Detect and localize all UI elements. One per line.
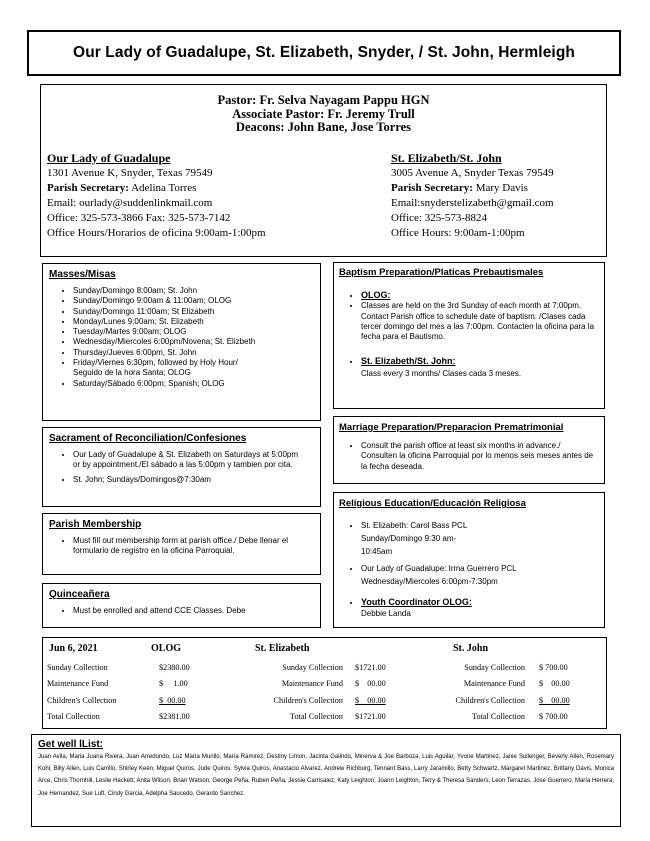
olog-collection-heading: OLOG bbox=[151, 643, 182, 654]
youth-coordinator-name: Debbie Landa bbox=[361, 609, 411, 618]
ste-collection-table bbox=[227, 659, 386, 725]
table-row: Total Collection $2381.00 bbox=[47, 712, 190, 722]
ste-office-hours: Office Hours: 9:00am-1:00pm bbox=[391, 227, 525, 239]
olog-email: Email: ourlady@suddenlinkmail.com bbox=[47, 197, 213, 209]
olog-office-hours: Office Hours/Horarios de oficina 9:00am-1:00pm bbox=[47, 227, 266, 239]
quinceanera-list bbox=[49, 606, 314, 616]
membership-box bbox=[42, 513, 321, 575]
collection-date: Jun 6, 2021 bbox=[49, 643, 98, 654]
membership-item: • Must fill out membership form at parish office./ Debe llenar el formulario de registro en la oficina Parroquial. bbox=[73, 536, 304, 557]
ste-parish-info bbox=[391, 151, 554, 241]
table-row: Children's Collection $ 00.00 bbox=[273, 695, 386, 705]
reconciliation-list bbox=[49, 450, 314, 485]
table-row: Total Collection $ 700.00 bbox=[472, 712, 568, 722]
baptism-box bbox=[333, 262, 605, 409]
baptism-olog-list bbox=[339, 290, 599, 368]
marriage-item: • Consult the parish office at least six months in advance./ Consulten la oficina Parroquial por lo menos seis meses antes de la fecha deseada. bbox=[361, 441, 595, 472]
ste-secretary: Parish Secretary: Mary Davis bbox=[391, 182, 528, 194]
collections-box bbox=[42, 637, 607, 729]
olog-address: 1301 Avenue K, Snyder, Texas 79549 bbox=[47, 167, 213, 179]
ste-collection-heading: St. Elizabeth bbox=[255, 643, 310, 654]
quinceanera-item: • Must be enrolled and attend CCE Classes. Debe bbox=[73, 606, 314, 616]
olog-parish-name: Our Lady of Guadalupe bbox=[47, 151, 171, 165]
get-well-title: Get well lList: bbox=[38, 739, 104, 750]
associate-pastor-line: Associate Pastor: Fr. Jeremy Trull bbox=[232, 106, 415, 121]
table-row: Total Collection $1721.00 bbox=[290, 712, 386, 722]
table-row: Children's Collection $ 00.00 bbox=[47, 695, 186, 705]
reconciliation-box bbox=[42, 427, 321, 507]
youth-coordinator-heading: • Youth Coordinator OLOG: bbox=[361, 596, 599, 609]
mass-item: • Wednesday/Miercoles 6:00pm/Novena; St. Elizbeth bbox=[73, 337, 314, 347]
membership-list bbox=[49, 536, 314, 557]
deacons-line: Deacons: John Bane, Jose Torres bbox=[235, 120, 412, 134]
mass-item: • Monday/Lunes 9:00am; St. Elizabeth bbox=[73, 317, 314, 327]
reconciliation-item: • St. John; Sundays/Domingos@7:30am bbox=[73, 475, 300, 485]
religious-ed-title: Religious Education/Educación Religiosa bbox=[339, 498, 526, 509]
stj-collection-heading: St. John bbox=[453, 643, 489, 654]
olog-office-phone: Office: 325-573-3866 Fax: 325-573-7142 bbox=[47, 212, 231, 224]
quinceanera-box bbox=[42, 583, 321, 628]
clergy-list bbox=[41, 94, 606, 135]
baptism-olog-text: • Classes are held on the 3rd Sunday of each month at 7:00pm. Contact Parish office to schedule date of baptism. /Clases cada tercer domingo del mes a las 7:00pm. Contacten la oficina para la fecha para el Bautismo. bbox=[361, 301, 595, 342]
ste-email: Email:snyderstelizabeth@gmail.com bbox=[391, 197, 554, 209]
mass-item: • Sunday/Domingo 9:00am & 11:00am; OLOG bbox=[73, 296, 314, 306]
table-row: Sunday Collection $1721.00 bbox=[282, 662, 386, 672]
mass-item: • Saturday/Sábado 6:00pm; Spanish; OLOG bbox=[73, 379, 314, 389]
get-well-box bbox=[31, 734, 621, 827]
mass-item: • Sunday/Domingo 8:00am; St. John bbox=[73, 286, 314, 296]
table-row: Maintenance Fund $ 1.00 bbox=[47, 679, 188, 689]
get-well-names: Juan Avila, Maria Juana Rivera, Juan Arredondo, Luz María Murillo, María Ramirez, Destiny Limon, Jacinta Galindo, Minerva & Joe Barboza, Luis Aguilar, Yvone Martinez, Janie Sullenger, Beverly Allen, Rosemary Kohl, Billy Allen, Luis Carrillo, Shirley Keen, Miguel Quiros, Jude Quiros. Sylvia Quiros, Anastacio Alvarez, Andrew Richburg, Tennant Bass, Larry Jaramillo, Betty Schwartz, Margaret Martinez, Brittany Davis, Monica Arce, Chris Thornhill, Leslie Hackett, Anita Wilson, Brian Watson, George Peña, Ruben Peña, Jessie Carrisalez, Katy Leighton, Joann Leighton, Terry & Theresa Sanders, Leon Terrazas, Jose Guerrero, María Herrera, Joe Hernandez, Sue Luft, Cindy Garcia, Adelpha Saucedo, Gerardo Sanchez. bbox=[38, 754, 614, 797]
reconciliation-title: Sacrament of Reconciliation/Confesiones bbox=[49, 433, 247, 444]
stj-collection-table bbox=[421, 659, 570, 725]
parish-info-box bbox=[40, 84, 607, 257]
mass-item: • Friday/Viernes 6:30pm, followed by Holy Hour/ Seguido de la hora Santa; OLOG bbox=[73, 358, 314, 379]
masses-title: Masses/Misas bbox=[49, 269, 116, 280]
baptism-ste-heading: • St. Elizabeth/St. John: bbox=[361, 356, 595, 367]
olog-parish-info bbox=[47, 151, 266, 241]
table-row: Sunday Collection $2380.00 bbox=[47, 662, 190, 672]
marriage-title: Marriage Preparation/Preparacion Prematrimonial bbox=[339, 422, 564, 433]
table-row: Maintenance Fund $ 00.00 bbox=[463, 679, 570, 689]
baptism-ste-text: Class every 3 months/ Clases cada 3 meses. bbox=[361, 368, 522, 378]
masses-box bbox=[42, 263, 321, 421]
masses-list bbox=[49, 286, 314, 389]
mass-item: • Sunday/Domingo 11:00am; St Elizabeth bbox=[73, 307, 314, 317]
religious-ed-item: • St. Elizabeth: Carol Bass PCL Sunday/Domingo 9:30 am-10:45am bbox=[361, 519, 599, 558]
table-row: Sunday Collection $ 700.00 bbox=[464, 662, 568, 672]
table-row: Maintenance Fund $ 00.00 bbox=[281, 679, 386, 689]
olog-collection-table bbox=[47, 659, 190, 725]
religious-ed-list bbox=[339, 519, 599, 609]
olog-secretary: Parish Secretary: Adelina Torres bbox=[47, 182, 197, 194]
marriage-box bbox=[333, 416, 605, 484]
quinceanera-title: Quinceañera bbox=[49, 589, 110, 600]
baptism-olog-heading: • OLOG: bbox=[361, 290, 595, 301]
ste-office-phone: Office: 325-573-8824 bbox=[391, 212, 488, 224]
bulletin-title-box bbox=[27, 30, 621, 76]
reconciliation-item: • Our Lady of Guadalupe & St. Elizabeth on Saturdays at 5:00pm or by appointment./El sábado a las 5:00pm y tambien por cita. bbox=[73, 450, 300, 471]
ste-parish-name: St. Elizabeth/St. John bbox=[391, 151, 502, 165]
mass-item: • Thursday/Jueves 6:00pm, St. John bbox=[73, 348, 314, 358]
marriage-list bbox=[339, 441, 599, 472]
pastor-line: Pastor: Fr. Selva Nayagam Pappu HGN bbox=[217, 93, 430, 107]
membership-title: Parish Membership bbox=[49, 519, 142, 530]
mass-item: • Tuesday/Martes 9:00am; OLOG bbox=[73, 327, 314, 337]
religious-ed-box bbox=[333, 492, 605, 628]
baptism-title: Baptism Preparation/Platicas Prebautismales bbox=[339, 267, 544, 278]
bulletin-title: Our Lady of Guadalupe, St. Elizabeth, Snyder, / St. John, Hermleigh bbox=[73, 44, 575, 61]
table-row: Children's Collection $ 00.00 bbox=[455, 695, 570, 705]
ste-address: 3005 Avenue A, Snyder Texas 79549 bbox=[391, 167, 554, 179]
religious-ed-item: • Our Lady of Guadalupe: Irma Guerrero PCL Wednesday/Miercoles 6:00pm-7:30pm bbox=[361, 562, 599, 588]
